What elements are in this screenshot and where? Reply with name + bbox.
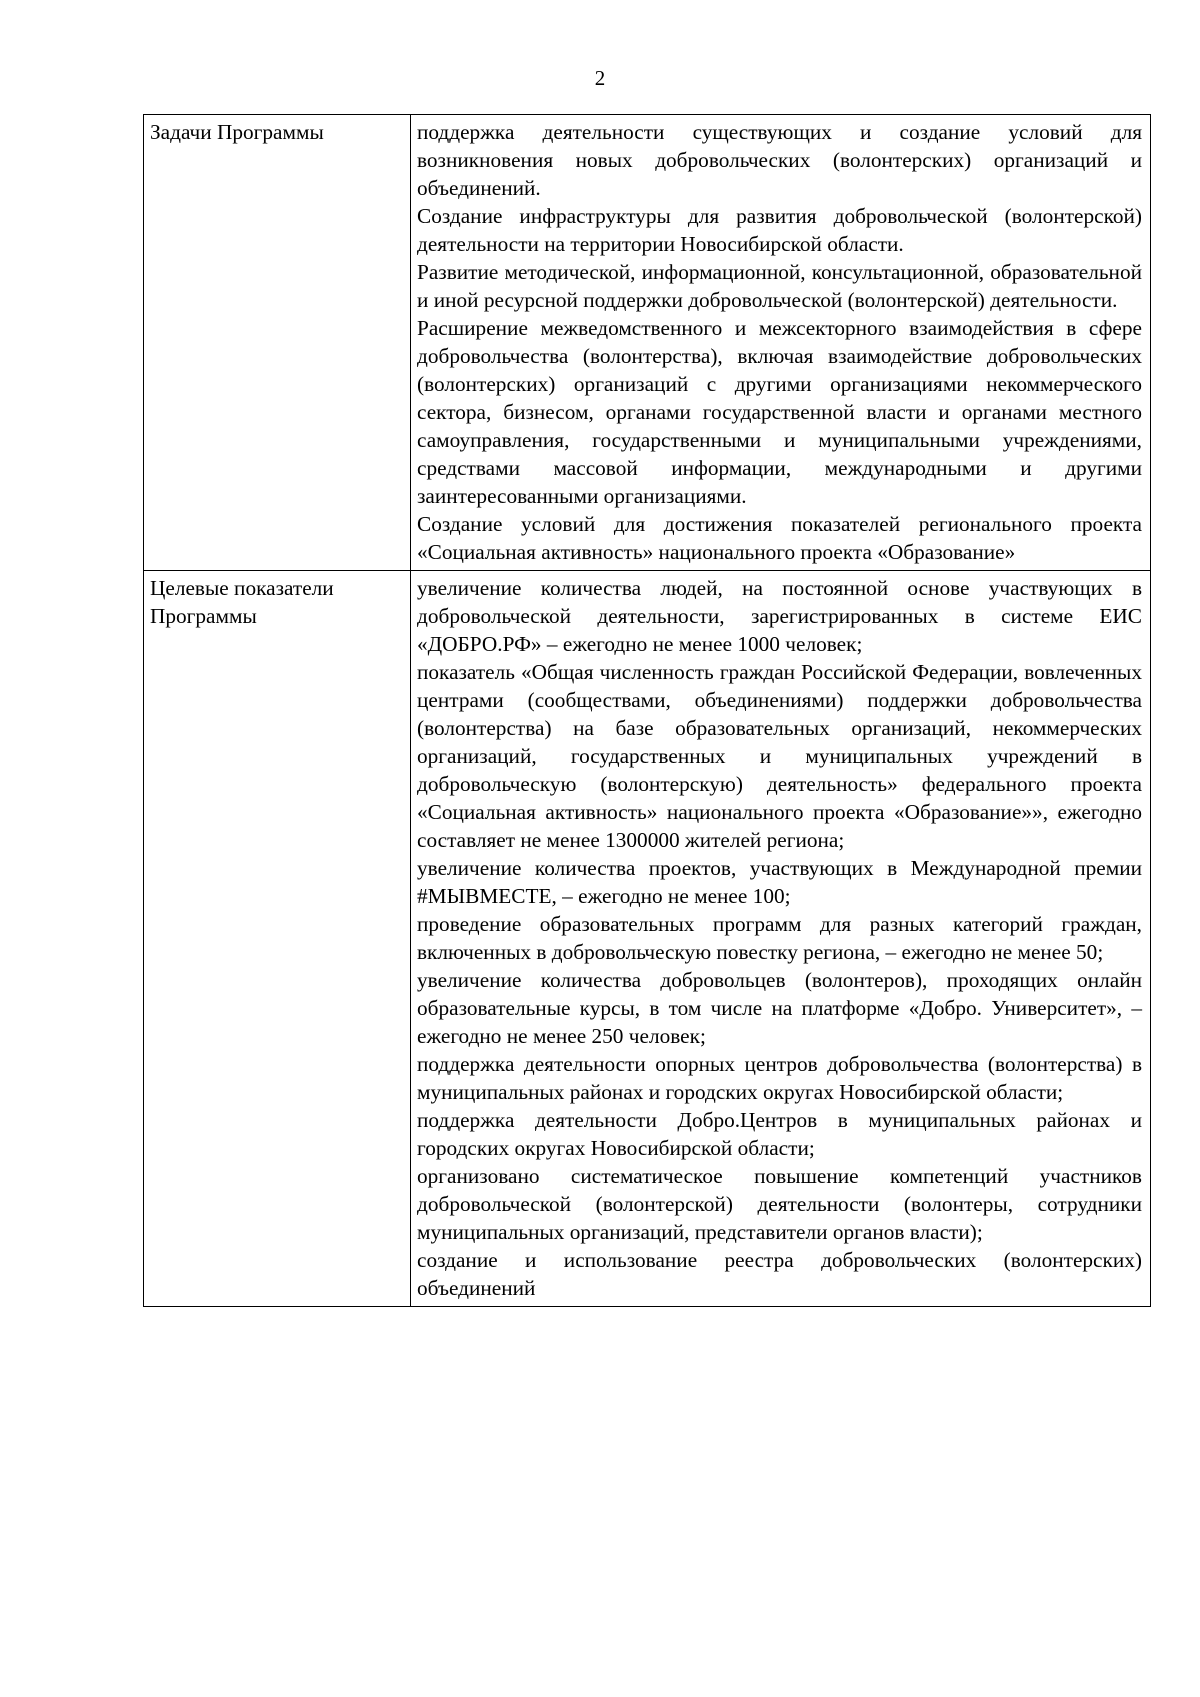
table-row-target-indicators bbox=[144, 571, 1151, 1307]
indicator-paragraph: поддержка деятельности Добро.Центров в муниципальных районах и городских округах Новосибирской области; bbox=[417, 1108, 1142, 1160]
tasks-paragraph: Создание условий для достижения показателей регионального проекта «Социальная активность» национального проекта «Образование» bbox=[417, 512, 1142, 564]
program-passport-table bbox=[143, 114, 1151, 1307]
page-number: 2 bbox=[594, 66, 606, 90]
indicator-paragraph: увеличение количества проектов, участвующих в Международной премии #МЫВМЕСТЕ, – ежегодно не менее 100; bbox=[417, 856, 1142, 908]
tasks-paragraph: Развитие методической, информационной, консультационной, образовательной и иной ресурсной поддержки добровольческой (волонтерской) деятельности. bbox=[417, 260, 1142, 312]
indicator-paragraph: организовано систематическое повышение компетенций участников добровольческой (волонтерской) деятельности (волонтеры, сотрудники муниципальных организаций, представители органов власти); bbox=[417, 1164, 1142, 1244]
table-row-tasks bbox=[144, 115, 1151, 571]
indicator-paragraph: создание и использование реестра добровольческих (волонтерских) объединений bbox=[417, 1248, 1142, 1300]
indicator-paragraph: увеличение количества добровольцев (волонтеров), проходящих онлайн образовательные курсы, в том числе на платформе «Добро. Университет», – ежегодно не менее 250 человек; bbox=[417, 968, 1142, 1048]
indicator-paragraph: увеличение количества людей, на постоянной основе участвующих в добровольческой деятельности, зарегистрированных в системе ЕИС «ДОБРО.РФ» – ежегодно не менее 1000 человек; bbox=[417, 576, 1142, 656]
indicator-paragraph: поддержка деятельности опорных центров добровольчества (волонтерства) в муниципальных районах и городских округах Новосибирской области; bbox=[417, 1052, 1142, 1104]
row-label-tasks: Задачи Программы bbox=[144, 115, 411, 571]
tasks-paragraph: Расширение межведомственного и межсекторного взаимодействия в сфере добровольчества (волонтерства), включая взаимодействие добровольческих (волонтерских) организаций с другими организациями некоммерческого сектора, бизнесом, органами государственной власти и органами местного самоуправления, государственными и муниципальными учреждениями, средствами массовой информации, международными и другими заинтересованными организациями. bbox=[417, 316, 1142, 508]
indicator-paragraph: проведение образовательных программ для разных категорий граждан, включенных в добровольческую повестку региона, – ежегодно не менее 50; bbox=[417, 912, 1142, 964]
row-label-target-indicators: Целевые показатели Программы bbox=[144, 571, 411, 1307]
row-content-tasks bbox=[411, 115, 1151, 571]
tasks-paragraph: Создание инфраструктуры для развития добровольческой (волонтерской) деятельности на территории Новосибирской области. bbox=[417, 204, 1142, 256]
tasks-paragraph: поддержка деятельности существующих и создание условий для возникновения новых добровольческих (волонтерских) организаций и объединений. bbox=[417, 120, 1142, 200]
indicator-paragraph: показатель «Общая численность граждан Российской Федерации, вовлеченных центрами (сообществами, объединениями) поддержки добровольчества (волонтерства) на базе образовательных организаций, некоммерческих организаций, государственных и муниципальных учреждений в добровольческую (волонтерскую) деятельность» федерального проекта «Социальная активность» национального проекта «Образование»», ежегодно составляет не менее 1300000 жителей региона; bbox=[417, 660, 1142, 852]
row-content-target-indicators bbox=[411, 571, 1151, 1307]
